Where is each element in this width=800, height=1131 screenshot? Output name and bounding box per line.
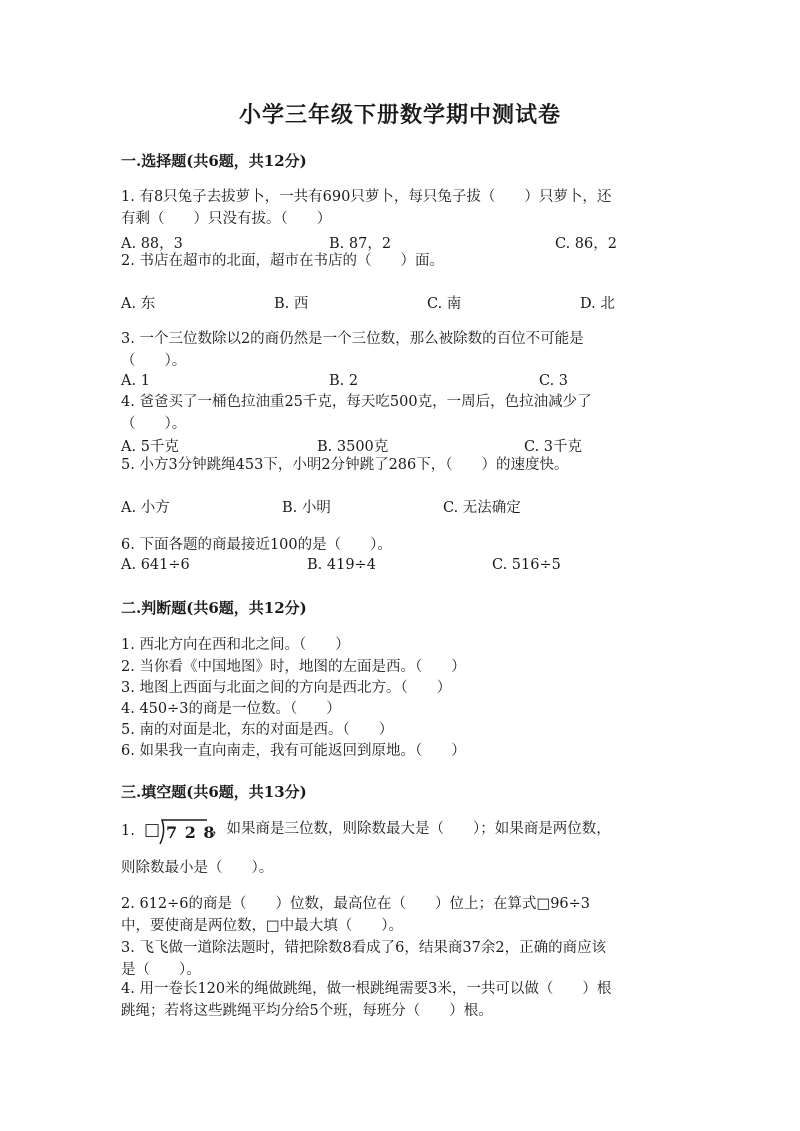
- choice-q3-line2: （ ）。: [121, 353, 187, 369]
- choice-q4-option-c: C. 3千克: [524, 439, 583, 455]
- choice-q6-option-a: A. 641÷6: [121, 557, 190, 573]
- choice-q5-option-b: B. 小明: [282, 500, 331, 516]
- section-heading-fill: 三.填空题(共6题，共13分): [121, 783, 307, 801]
- fill-q1-number: 1.: [121, 823, 135, 839]
- blank-box-glyph: □: [144, 820, 161, 840]
- fill-q2-line1: 2. 612÷6的商是（ ）位数，最高位在（ ）位上；在算式□96÷3: [121, 896, 591, 912]
- fill-q1-line2: 则除数最小是（ ）。: [121, 860, 274, 876]
- page-title: 小学三年级下册数学期中测试卷: [238, 102, 561, 128]
- fill-q1-text: ，如果商是三位数，则除数最大是（ ）；如果商是两位数，: [212, 821, 611, 837]
- choice-q2-option-b: B. 西: [274, 296, 309, 312]
- choice-q2-option-d: D. 北: [580, 296, 615, 312]
- judge-q1: 1. 西北方向在西和北之间。（ ）: [121, 637, 350, 653]
- choice-q4-option-a: A. 5千克: [121, 439, 179, 455]
- judge-q3: 3. 地图上西面与北面之间的方向是西北方。（ ）: [121, 680, 452, 696]
- section-heading-judge: 二.判断题(共6题，共12分): [121, 599, 307, 617]
- fill-q2-line2: 中，要使商是两位数，□中最大填（ ）。: [121, 918, 403, 934]
- section-heading-choice: 一.选择题(共6题，共12分): [121, 152, 307, 170]
- judge-q2: 2. 当你看《中国地图》时，地图的左面是西。（ ）: [121, 659, 466, 675]
- choice-q3-option-a: A. 1: [121, 373, 150, 389]
- choice-q1-option-b: B. 87，2: [329, 236, 392, 252]
- choice-q3-option-c: C. 3: [539, 373, 569, 389]
- choice-q2-option-a: A. 东: [121, 296, 156, 312]
- choice-q4-option-b: B. 3500克: [317, 439, 389, 455]
- choice-q3-option-b: B. 2: [329, 373, 359, 389]
- judge-q6: 6. 如果我一直向南走，我有可能返回到原地。（ ）: [121, 743, 466, 759]
- choice-q6-line1: 6. 下面各题的商最接近100的是（ ）。: [121, 537, 392, 553]
- fill-q4-line1: 4. 用一卷长120米的绳做跳绳，做一根跳绳需要3米，一共可以做（ ）根: [121, 981, 612, 997]
- choice-q3-line1: 3. 一个三位数除以2的商仍然是一个三位数，那么被除数的百位不可能是: [121, 331, 584, 347]
- choice-q5-line1: 5. 小方3分钟跳绳453下，小明2分钟跳了286下，（ ）的速度快。: [121, 457, 569, 473]
- choice-q6-option-b: B. 419÷4: [307, 557, 376, 573]
- choice-q5-option-a: A. 小方: [121, 500, 170, 516]
- choice-q4-line1: 4. 爸爸买了一桶色拉油重25千克，每天吃500克，一周后，色拉油减少了: [121, 394, 592, 410]
- choice-q2-option-c: C. 南: [427, 296, 462, 312]
- choice-q5-option-c: C. 无法确定: [443, 500, 521, 516]
- choice-q1-option-c: C. 86，2: [555, 236, 617, 252]
- choice-q6-option-c: C. 516÷5: [492, 557, 561, 573]
- choice-q2-line1: 2. 书店在超市的北面，超市在书店的（ ）面。: [121, 253, 444, 269]
- choice-q4-line2: （ ）。: [121, 416, 187, 432]
- long-division-figure: [144, 818, 216, 846]
- choice-q1-line2: 有剩（ ）只没有拔。（ ）: [121, 211, 332, 227]
- fill-q4-line2: 跳绳；若将这些跳绳平均分给5个班，每班分（ ）根。: [121, 1003, 493, 1019]
- fill-q3-line1: 3. 飞飞做一道除法题时，错把除数8看成了6，结果商37余2，正确的商应该: [121, 940, 607, 956]
- dividend-digits: 7 2 8: [166, 823, 216, 842]
- choice-q1-line1: 1. 有8只兔子去拔萝卜，一共有690只萝卜，每只兔子拔（ ）只萝卜，还: [121, 189, 612, 205]
- judge-q5: 5. 南的对面是北，东的对面是西。（ ）: [121, 722, 394, 738]
- judge-q4: 4. 450÷3的商是一位数。（ ）: [121, 701, 341, 717]
- choice-q1-option-a: A. 88，3: [121, 236, 183, 252]
- fill-q3-line2: 是（ ）。: [121, 962, 201, 978]
